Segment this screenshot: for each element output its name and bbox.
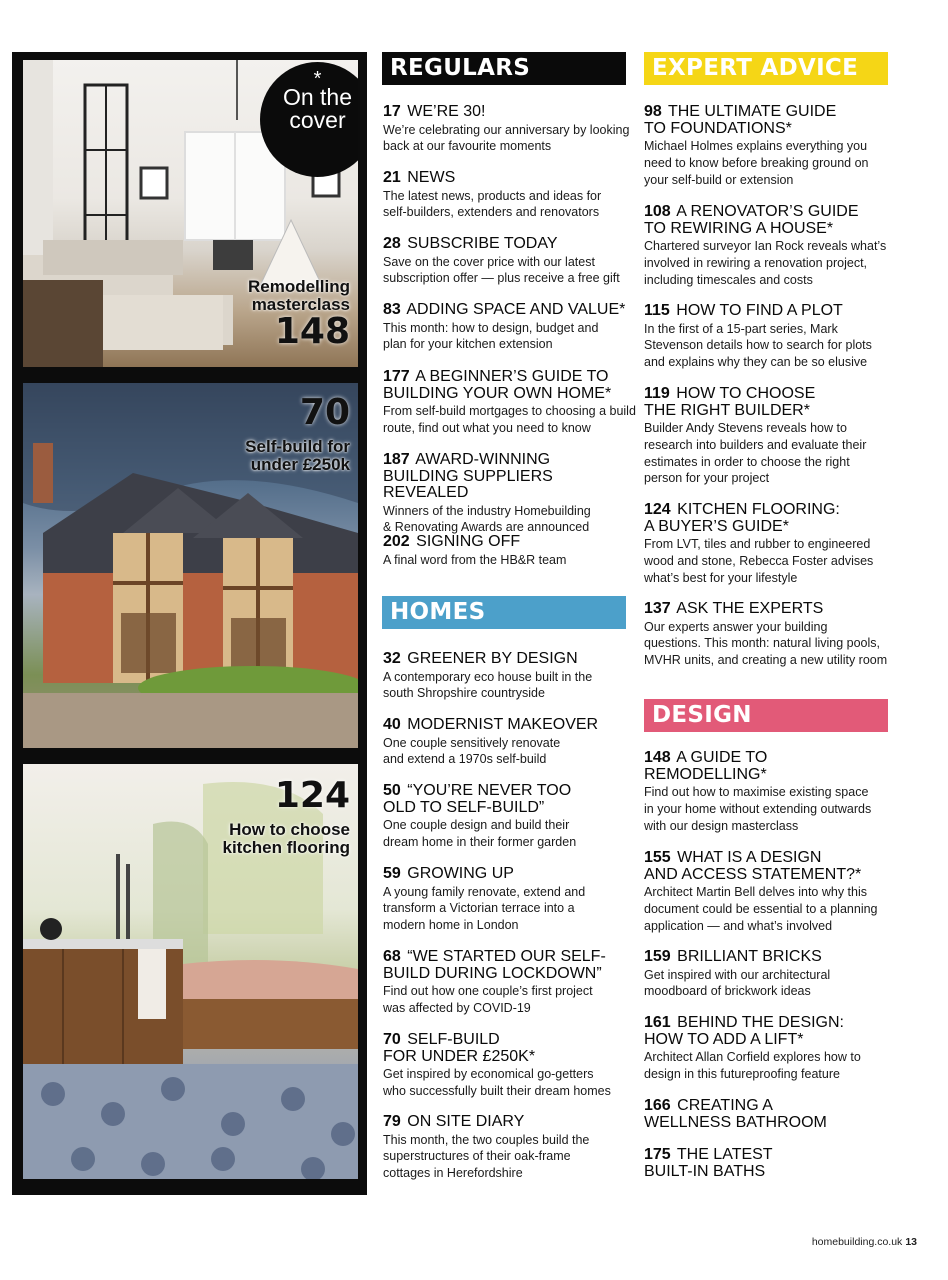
entry-desc-line3: including timescales and costs: [644, 272, 813, 287]
entry-description: [644, 321, 900, 371]
entry-desc-line2: superstructures of their oak-frame: [383, 1149, 571, 1164]
entry-title-line2: BUILT-IN BATHS: [644, 1162, 766, 1180]
entry-description: [644, 884, 900, 934]
entry-desc-line2: wood and stone, Rebecca Foster advises: [644, 553, 874, 568]
entry-page-number: 50: [383, 782, 401, 799]
entry-title: [644, 750, 900, 783]
entry-desc-line1: Michael Holmes explains everything you: [644, 139, 868, 153]
contents-entry[interactable]: [383, 236, 639, 287]
entry-page-number: 70: [383, 1031, 401, 1048]
entry-title-line1: THE LATEST: [676, 1146, 773, 1163]
contents-entry[interactable]: [644, 1147, 900, 1180]
photo-column: [12, 52, 367, 1195]
section-header-expert-advice: EXPERT ADVICE: [644, 52, 888, 85]
footer-site: homebuilding.co.uk: [811, 1236, 903, 1248]
entry-desc-line1: This month, the two couples build the: [383, 1132, 590, 1147]
entry-title-line2: REMODELLING*: [644, 765, 767, 783]
photo3-caption: [223, 821, 351, 857]
entry-page-number: 83: [383, 301, 401, 318]
entry-title: [383, 369, 639, 402]
entry-desc-line3: with our design masterclass: [644, 818, 799, 833]
entry-title-line1: ON SITE DIARY: [407, 1113, 525, 1130]
photo2-page-number: 70: [299, 392, 350, 433]
entry-title: [383, 651, 639, 668]
entry-title-line1: SELF-BUILD: [407, 1031, 500, 1048]
entry-title-line1: MODERNIST MAKEOVER: [407, 716, 599, 733]
entry-title: [644, 949, 900, 966]
entry-title-line2: THE RIGHT BUILDER*: [644, 401, 810, 419]
contents-entry[interactable]: [644, 204, 900, 288]
entry-desc-line1: A final word from the HB&R team: [383, 552, 567, 567]
entry-desc-line2: self-builders, extenders and renovators: [383, 205, 600, 220]
contents-entry[interactable]: [383, 717, 639, 768]
entry-description: [644, 784, 900, 834]
entry-title-line1: A RENOVATOR’S GUIDE: [676, 203, 859, 220]
footer-page-number: 13: [905, 1236, 917, 1248]
entry-title-line2: FOR UNDER £250K*: [383, 1047, 536, 1065]
entry-description: [383, 884, 639, 934]
contents-entry[interactable]: [383, 949, 639, 1017]
photo2-caption-line1: Self-build for: [245, 437, 350, 456]
entry-desc-line3: what’s best for your lifestyle: [644, 570, 798, 585]
entry-title: [383, 452, 639, 502]
entry-title-line1: NEWS: [407, 169, 456, 186]
photo1-page-number: 148: [274, 311, 350, 352]
entry-title-line1: GROWING UP: [407, 865, 514, 882]
entry-title-line2: BUILD DURING LOCKDOWN”: [383, 964, 602, 982]
entry-title-line2: BUILDING YOUR OWN HOME*: [383, 384, 612, 402]
entry-title-line1: AWARD-WINNING: [415, 451, 551, 468]
entry-desc-line1: We’re celebrating our anniversary by looking: [383, 122, 630, 137]
cover-badge-line1: On the: [282, 84, 353, 110]
entry-title: [644, 386, 900, 419]
entry-desc-line2: subscription offer — plus receive a free gift: [383, 271, 620, 286]
contents-entry[interactable]: [383, 302, 639, 353]
entry-desc-line2: questions. This month: natural living pools,: [644, 636, 881, 651]
entry-description: [383, 122, 639, 156]
entry-page-number: 21: [383, 169, 401, 186]
cover-star: *: [313, 68, 322, 90]
entry-desc-line1: A contemporary eco house built in the: [383, 669, 593, 684]
entry-desc-line1: Architect Martin Bell delves into why this: [644, 885, 868, 899]
entry-desc-line1: Get inspired with our architectural: [644, 967, 831, 982]
contents-entry[interactable]: [383, 783, 639, 851]
entry-page-number: 202: [383, 533, 410, 550]
entry-title-line1: SIGNING OFF: [416, 533, 521, 550]
entry-page-number: 159: [644, 948, 671, 965]
entry-title: [383, 236, 639, 253]
entry-desc-line2: involved in rewiring a renovation project,: [644, 255, 868, 270]
entry-title-line1: “YOU’RE NEVER TOO: [407, 782, 572, 799]
entry-title: [644, 1015, 900, 1048]
entry-desc-line4: person for your project: [644, 471, 770, 486]
entry-desc-line2: route, find out what you need to know: [383, 420, 591, 435]
entry-desc-line1: The latest news, products and ideas for: [383, 188, 602, 203]
entry-title: [644, 303, 900, 320]
entry-title: [383, 866, 639, 883]
photo3-caption-line2: kitchen flooring: [222, 838, 350, 857]
entry-desc-line1: Architect Allan Corfield explores how to: [644, 1050, 861, 1064]
entry-title-line1: ADDING SPACE AND VALUE*: [406, 301, 626, 318]
entry-title-line1: WE’RE 30!: [407, 103, 486, 120]
entry-page-number: 108: [644, 203, 671, 220]
entry-title-line1: SUBSCRIBE TODAY: [407, 235, 558, 252]
photo3-caption-line1: How to choose: [229, 820, 350, 839]
contents-entry[interactable]: [383, 651, 639, 702]
entry-title-line1: GREENER BY DESIGN: [407, 650, 578, 667]
entry-title-line2: BUILDING SUPPLIERS REVEALED: [383, 467, 553, 501]
entry-description: [383, 669, 639, 703]
entry-page-number: 59: [383, 865, 401, 882]
entry-page-number: 175: [644, 1146, 671, 1163]
entry-title-line1: KITCHEN FLOORING:: [677, 501, 840, 518]
entry-title-line1: THE ULTIMATE GUIDE: [667, 103, 837, 120]
entry-description: [383, 1066, 639, 1100]
entry-page-number: 119: [644, 385, 670, 402]
entry-title-line2: OLD TO SELF-BUILD”: [383, 798, 545, 816]
photo2-caption: [245, 438, 350, 474]
entry-desc-line1: Winners of the industry Homebuilding: [383, 503, 591, 518]
entry-title-line1: “WE STARTED OUR SELF-: [407, 948, 606, 965]
entry-desc-line2: in your home without extending outwards: [644, 801, 872, 816]
entry-title-line1: A BEGINNER’S GUIDE TO: [415, 368, 609, 385]
entry-page-number: 68: [383, 948, 401, 965]
entry-description: [383, 983, 639, 1017]
entry-page-number: 79: [383, 1113, 401, 1130]
photo-kitchen-flooring: [23, 764, 358, 1179]
entry-desc-line2: and extend a 1970s self-build: [383, 752, 547, 767]
entry-desc-line3: modern home in London: [383, 918, 519, 933]
entry-title: [644, 1098, 900, 1131]
contents-entry[interactable]: [644, 1098, 900, 1131]
entry-title-line2: TO FOUNDATIONS*: [644, 119, 792, 137]
entry-description: [644, 138, 900, 188]
entry-title: [644, 601, 900, 618]
entry-title: [644, 850, 900, 883]
entry-page-number: 32: [383, 650, 401, 667]
entry-desc-line1: One couple design and build their: [383, 818, 570, 832]
section-header-design: DESIGN: [644, 699, 888, 732]
contents-entry[interactable]: [644, 386, 900, 487]
contents-entry[interactable]: [383, 104, 639, 155]
entry-description: [644, 619, 900, 669]
entry-title-line2: WELLNESS BATHROOM: [644, 1113, 827, 1131]
entry-title-line2: A BUYER’S GUIDE*: [644, 517, 789, 535]
contents-entry[interactable]: [383, 369, 639, 437]
entry-desc-line3: your self-build or extension: [644, 172, 794, 187]
entry-desc-line2: & Renovating Awards are announced: [383, 520, 590, 535]
entry-title: [644, 104, 900, 137]
entry-page-number: 115: [644, 302, 670, 319]
entry-desc-line1: In the first of a 15-part series, Mark: [644, 321, 838, 336]
entry-title: [383, 1114, 639, 1131]
entry-desc-line2: transform a Victorian terrace into a: [383, 901, 575, 916]
entry-desc-line1: Builder Andy Stevens reveals how to: [644, 421, 847, 435]
entry-page-number: 177: [383, 368, 410, 385]
entry-page-number: 28: [383, 235, 401, 252]
entry-desc-line2: research into builders and evaluate their: [644, 437, 867, 452]
entry-desc-line2: south Shropshire countryside: [383, 686, 545, 701]
photo2-caption-line2: under £250k: [250, 455, 350, 474]
page-footer: [812, 1236, 917, 1248]
entry-desc-line3: MVHR units, and creating a new utility room: [644, 653, 888, 668]
entry-desc-line2: document could be essential to a planning: [644, 901, 878, 916]
entry-desc-line3: and explains why they can be so elusive: [644, 355, 868, 370]
entry-title-line1: HOW TO FIND A PLOT: [676, 302, 843, 319]
entry-title-line1: CREATING A: [677, 1097, 773, 1114]
entry-description: [644, 536, 900, 586]
entry-desc-line2: who successfully built their dream homes: [383, 1083, 611, 1098]
entry-desc-line1: A young family renovate, extend and: [383, 884, 586, 899]
entry-description: [383, 735, 639, 769]
contents-entry[interactable]: [644, 303, 900, 371]
entry-description: [644, 238, 900, 288]
entry-desc-line2: back at our favourite moments: [383, 139, 552, 154]
contents-entry[interactable]: [644, 949, 900, 1000]
entry-title: [383, 1032, 639, 1065]
entry-desc-line1: One couple sensitively renovate: [383, 735, 561, 750]
entry-desc-line1: Save on the cover price with our latest: [383, 254, 595, 269]
entry-desc-line1: From self-build mortgages to choosing a build: [383, 404, 636, 418]
entry-desc-line1: Find out how to maximise existing space: [644, 785, 869, 799]
photo1-caption-line1: Remodelling: [247, 277, 350, 296]
entry-title: [644, 204, 900, 237]
entry-title-line2: AND ACCESS STATEMENT?*: [644, 865, 862, 883]
section-header-regulars: REGULARS: [382, 52, 626, 85]
contents-entry[interactable]: [383, 452, 639, 536]
contents-entry[interactable]: [644, 601, 900, 669]
contents-entry[interactable]: [644, 850, 900, 934]
entry-page-number: 161: [644, 1014, 671, 1031]
entry-page-number: 155: [644, 849, 671, 866]
entry-desc-line1: Get inspired by economical go-getters: [383, 1067, 594, 1081]
entry-title-line1: HOW TO CHOOSE: [676, 385, 816, 402]
entry-title: [383, 949, 639, 982]
entry-desc-line1: Chartered surveyor Ian Rock reveals what’s: [644, 239, 887, 253]
cover-badge-line2: cover: [289, 107, 346, 133]
contents-entry[interactable]: [383, 534, 639, 568]
entry-description: [383, 403, 639, 437]
entry-title-line1: BEHIND THE DESIGN:: [677, 1014, 844, 1031]
entry-title-line2: TO REWIRING A HOUSE*: [644, 219, 834, 237]
entry-title: [383, 717, 639, 734]
entry-desc-line2: plan for your kitchen extension: [383, 337, 553, 352]
entry-page-number: 98: [644, 103, 662, 120]
entry-desc-line2: was affected by COVID-19: [383, 1000, 531, 1015]
contents-entry[interactable]: [644, 750, 900, 834]
entry-desc-line3: application — and what’s involved: [644, 918, 833, 933]
entry-desc-line1: From LVT, tiles and rubber to engineered: [644, 537, 871, 551]
entry-description: [383, 254, 639, 288]
entry-desc-line3: estimates in order to choose the right: [644, 454, 850, 469]
contents-entry[interactable]: [644, 104, 900, 188]
entry-title: [644, 1147, 900, 1180]
entry-title-line1: A GUIDE TO: [676, 749, 768, 766]
contents-entry[interactable]: [383, 1032, 639, 1100]
entry-page-number: 148: [644, 749, 671, 766]
entry-desc-line1: Find out how one couple’s first project: [383, 984, 593, 998]
entry-title: [383, 534, 639, 551]
entry-desc-line2: moodboard of brickwork ideas: [644, 984, 811, 999]
entry-desc-line1: This month: how to design, budget and: [383, 320, 599, 335]
contents-entry[interactable]: [644, 1015, 900, 1083]
photo1-caption: [248, 278, 350, 314]
entry-description: [383, 320, 639, 354]
entry-title: [383, 170, 639, 187]
entry-page-number: 40: [383, 716, 401, 733]
entry-page-number: 137: [644, 600, 671, 617]
entry-description: [383, 503, 639, 537]
entry-title-line1: BRILLIANT BRICKS: [677, 948, 822, 965]
entry-title-line2: HOW TO ADD A LIFT*: [644, 1030, 804, 1048]
entry-description: [644, 967, 900, 1001]
entry-desc-line3: cottages in Herefordshire: [383, 1166, 523, 1181]
contents-entry[interactable]: [644, 502, 900, 586]
entry-title: [644, 502, 900, 535]
entry-desc-line1: Our experts answer your building: [644, 619, 828, 634]
entry-title-line1: WHAT IS A DESIGN: [677, 849, 822, 866]
cover-photo-living-room: [23, 60, 358, 367]
section-header-homes: HOMES: [382, 596, 626, 629]
entry-description: [383, 1132, 639, 1182]
entry-description: [383, 188, 639, 222]
entry-desc-line2: Stevenson details how to search for plots: [644, 338, 872, 353]
photo1-caption-line2: masterclass: [251, 295, 350, 314]
photo3-page-number: 124: [274, 775, 350, 816]
entry-title: [383, 302, 639, 319]
entry-page-number: 166: [644, 1097, 671, 1114]
entry-page-number: 17: [383, 103, 401, 120]
entry-page-number: 124: [644, 501, 671, 518]
entry-title: [383, 104, 639, 121]
entry-desc-line2: need to know before breaking ground on: [644, 155, 869, 170]
contents-entry[interactable]: [383, 866, 639, 934]
entry-desc-line2: dream home in their former garden: [383, 834, 577, 849]
contents-entry[interactable]: [383, 1114, 639, 1182]
entry-title-line1: ASK THE EXPERTS: [676, 600, 824, 617]
entry-description: [644, 1049, 900, 1083]
entry-description: [383, 552, 639, 569]
entry-page-number: 187: [383, 451, 410, 468]
contents-entry[interactable]: [383, 170, 639, 221]
entry-title: [383, 783, 639, 816]
entry-description: [383, 817, 639, 851]
entry-description: [644, 420, 900, 487]
entry-desc-line2: design in this futureproofing feature: [644, 1066, 840, 1081]
photo-self-build-house: [23, 383, 358, 748]
